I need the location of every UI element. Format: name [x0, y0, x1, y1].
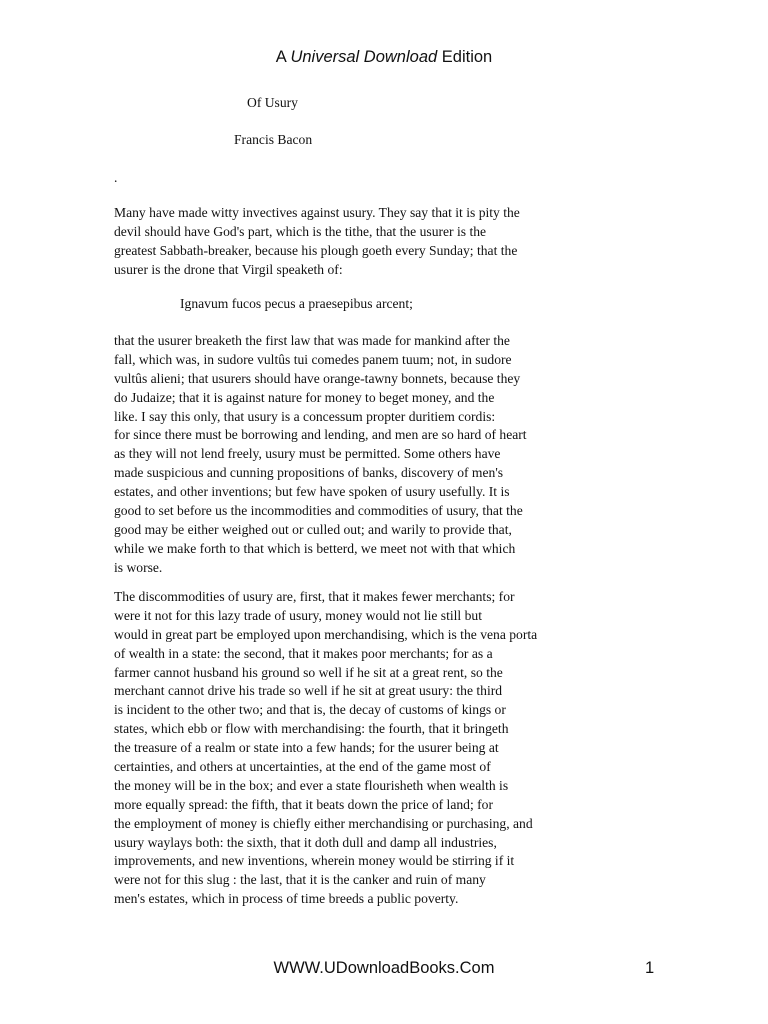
- paragraph-line: the treasure of a realm or state into a few hands; for the usurer being at: [114, 740, 499, 756]
- paragraph-line: as they will not lend freely, usury must be permitted. Some others have: [114, 446, 501, 462]
- separator-dot: .: [114, 170, 118, 185]
- paragraph-line: devil should have God's part, which is the tithe, that the usurer is the: [114, 223, 487, 239]
- paragraph-line: do Judaize; that it is against nature for money to beget money, and the: [114, 389, 495, 405]
- paragraph-line: improvements, and new inventions, wherein money would be stirring if it: [114, 853, 515, 869]
- footer-website-link[interactable]: WWW.UDownloadBooks.Com: [273, 959, 495, 977]
- paragraph-line: is incident to the other two; and that is, the decay of customs of kings or: [114, 702, 506, 718]
- paragraph-line: vultûs alieni; that usurers should have orange-tawny bonnets, because they: [114, 370, 521, 386]
- edition-header-brand: Universal Download: [290, 48, 438, 66]
- paragraph-1: [114, 204, 734, 280]
- paragraph-line: for since there must be borrowing and lending, and men are so hard of heart: [114, 427, 527, 443]
- paragraph-line: Many have made witty invectives against usury. They say that it is pity the: [114, 205, 520, 220]
- paragraph-line: good to set before us the incommodities and commodities of usury, that the: [114, 503, 523, 519]
- paragraph-line: would in great part be employed upon merchandising, which is the vena porta: [114, 626, 538, 642]
- paragraph-line: usurer is the drone that Virgil speaketh of:: [114, 261, 343, 277]
- paragraph-line: farmer cannot husband his ground so well if he sit at a great rent, so the: [114, 664, 503, 680]
- paragraph-line: merchant cannot drive his trade so well if he sit at great usury: the third: [114, 683, 503, 699]
- paragraph-line: is worse.: [114, 559, 163, 575]
- latin-quote: Ignavum fucos pecus a praesepibus arcent;: [180, 296, 413, 311]
- edition-header-prefix: A: [275, 48, 291, 66]
- paragraph-line: greatest Sabbath-breaker, because his plough goeth every Sunday; that the: [114, 242, 518, 258]
- paragraph-line: usury waylays both: the sixth, that it doth dull and damp all industries,: [114, 834, 497, 850]
- paragraph-line: like. I say this only, that usury is a concessum propter duritiem cordis:: [114, 408, 496, 424]
- paragraph-line: states, which ebb or flow with merchandising: the fourth, that it bringeth: [114, 721, 509, 737]
- paragraph-line: while we make forth to that which is betterd, we meet not with that which: [114, 540, 516, 556]
- paragraph-line: that the usurer breaketh the first law that was made for mankind after the: [114, 333, 510, 348]
- document-author: Francis Bacon: [234, 132, 313, 147]
- paragraph-line: the employment of money is chiefly either merchandising or purchasing, and: [114, 815, 533, 831]
- paragraph-line: estates, and other inventions; but few have spoken of usury usefully. It is: [114, 484, 510, 500]
- edition-header: [0, 46, 768, 68]
- paragraph-line: of wealth in a state: the second, that it makes poor merchants; for as a: [114, 645, 493, 661]
- paragraph-line: certainties, and others at uncertainties, at the end of the game most of: [114, 759, 491, 775]
- page-number: 1: [645, 959, 655, 977]
- paragraph-line: were it not for this lazy trade of usury, money would not lie still but: [114, 607, 482, 623]
- paragraph-line: good may be either weighed out or culled out; and warily to provide that,: [114, 521, 512, 537]
- paragraph-line: fall, which was, in sudore vultûs tui comedes panem tuum; not, in sudore: [114, 351, 512, 367]
- paragraph-line: more equally spread: the fifth, that it beats down the price of land; for: [114, 796, 493, 812]
- document-title: Of Usury: [247, 95, 298, 110]
- paragraph-2: [114, 332, 734, 578]
- paragraph-line: men's estates, which in process of time breeds a public poverty.: [114, 891, 459, 907]
- paragraph-line: the money will be in the box; and ever a state flourisheth when wealth is: [114, 777, 509, 793]
- paragraph-line: The discommodities of usury are, first, that it makes fewer merchants; for: [114, 589, 515, 604]
- edition-header-suffix: Edition: [437, 48, 493, 66]
- paragraph-line: made suspicious and cunning propositions of banks, discovery of men's: [114, 465, 504, 481]
- paragraph-3: [114, 588, 734, 909]
- paragraph-line: were not for this slug : the last, that it is the canker and ruin of many: [114, 872, 486, 888]
